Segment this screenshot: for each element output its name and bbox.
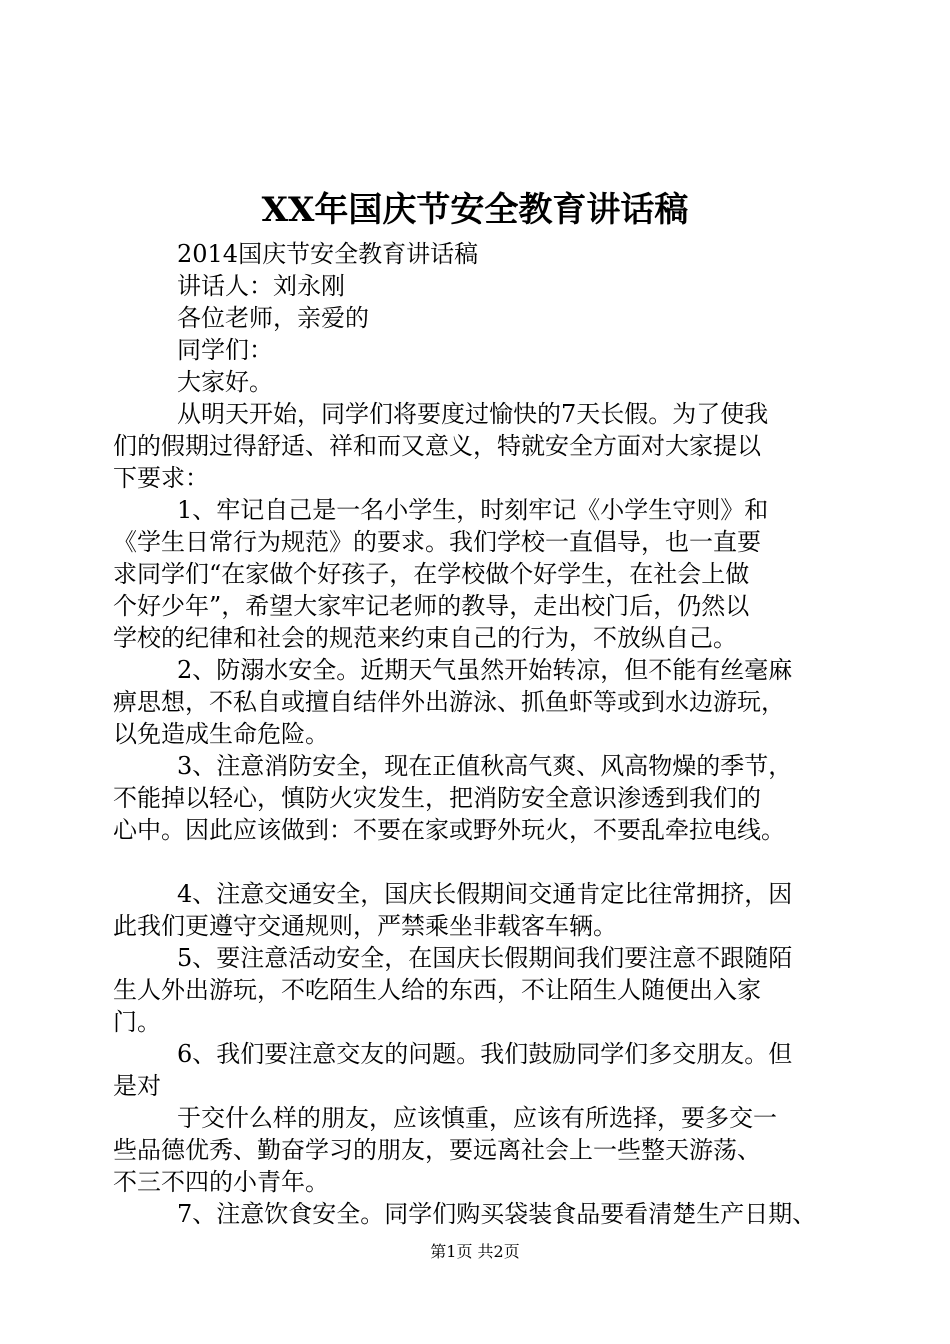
text-line: 于交什么样的朋友，应该慎重，应该有所选择，要多交一 <box>177 1104 777 1132</box>
text-line: 大家好。 <box>177 368 273 396</box>
text-line: 是对 <box>113 1072 161 1100</box>
text-line: 从明天开始，同学们将要度过愉快的7天长假。为了使我 <box>177 400 769 428</box>
text-line: 痹思想，不私自或擅自结伴外出游泳、抓鱼虾等或到水边游玩， <box>113 688 785 716</box>
text-line: 1、牢记自己是一名小学生，时刻牢记《小学生守则》和 <box>177 496 769 524</box>
text-line: 些品德优秀、勤奋学习的朋友，要远离社会上一些整天游荡、 <box>113 1136 761 1164</box>
text-line: 2014国庆节安全教育讲话稿 <box>177 240 479 268</box>
text-line: 求同学们“在家做个好孩子，在学校做个好学生，在社会上做 <box>113 560 750 588</box>
text-line: 讲话人：刘永刚 <box>177 272 345 300</box>
text-line: 6、我们要注意交友的问题。我们鼓励同学们多交朋友。但 <box>177 1040 793 1068</box>
text-line: 同学们： <box>177 336 273 364</box>
text-line: 各位老师，亲爱的 <box>177 304 369 332</box>
text-line: 《学生日常行为规范》的要求。我们学校一直倡导，也一直要 <box>113 528 761 556</box>
text-line: 2、防溺水安全。近期天气虽然开始转凉，但不能有丝毫麻 <box>177 656 793 684</box>
text-line: 心中。因此应该做到：不要在家或野外玩火，不要乱牵拉电线。 <box>113 816 785 844</box>
text-line: 7、注意饮食安全。同学们购买袋装食品要看清楚生产日期、 <box>177 1200 817 1228</box>
text-line: 生人外出游玩，不吃陌生人给的东西，不让陌生人随便出入家 <box>113 976 761 1004</box>
text-line: 4、注意交通安全，国庆长假期间交通肯定比往常拥挤，因 <box>177 880 793 908</box>
text-line: 学校的纪律和社会的规范来约束自己的行为，不放纵自己。 <box>113 624 737 652</box>
text-line: 下要求： <box>113 464 209 492</box>
text-line: 此我们更遵守交通规则，严禁乘坐非载客车辆。 <box>113 912 617 940</box>
text-line: 不能掉以轻心，慎防火灾发生，把消防安全意识渗透到我们的 <box>113 784 761 812</box>
page-number-footer: 第1页 共2页 <box>430 1242 520 1261</box>
text-line: 不三不四的小青年。 <box>113 1168 329 1196</box>
text-line: 以免造成生命危险。 <box>113 720 329 748</box>
text-line: 们的假期过得舒适、祥和而又意义，特就安全方面对大家提以 <box>113 432 761 460</box>
text-line: 5、要注意活动安全，在国庆长假期间我们要注意不跟随陌 <box>177 944 793 972</box>
text-line: 门。 <box>113 1008 161 1036</box>
text-line: 个好少年”，希望大家牢记老师的教导，走出校门后，仍然以 <box>113 592 750 620</box>
text-line: 3、注意消防安全，现在正值秋高气爽、风高物燥的季节， <box>177 752 793 780</box>
document-title: XX年国庆节安全教育讲话稿 <box>261 190 689 230</box>
